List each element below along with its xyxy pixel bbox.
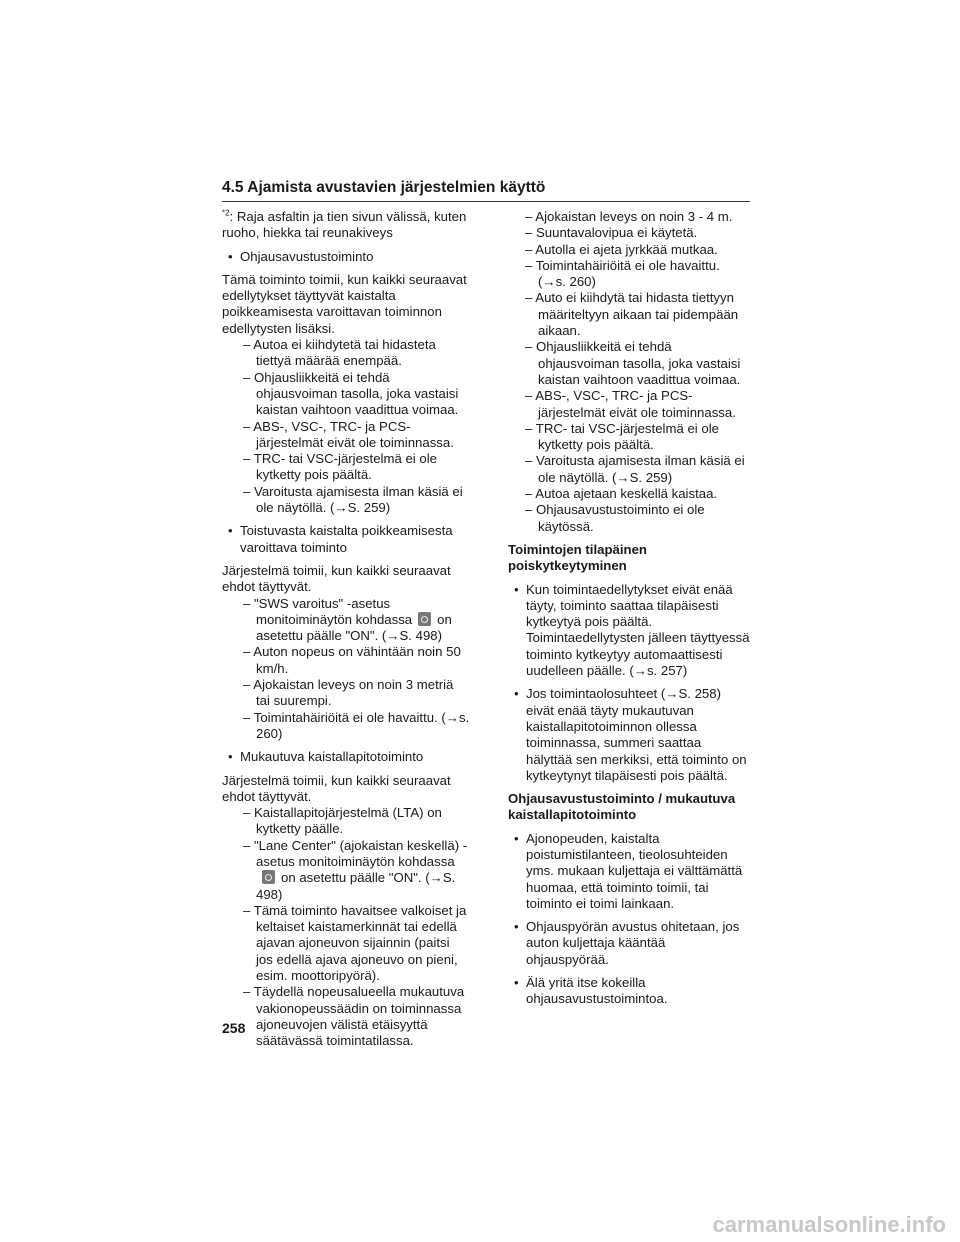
list-item: • Kun toimintaedellytykset eivät enää täyty, toiminto saattaa tilapäisesti kytkeytyä pois päältä. Toimintaedellytysten jälleen täyttyessä toiminto kytkeytyy automaattisesti uudelleen päälle. (→s. 257) xyxy=(514,581,750,679)
page-number: 258 xyxy=(222,1020,246,1036)
list-item: – Autoa ajetaan keskellä kaistaa. xyxy=(525,486,718,502)
left-column xyxy=(222,209,470,1050)
list-item: – Täydellä nopeusalueella mukautuva vakionopeussäädin on toiminnassa ajoneuvojen välistä etäisyyttä säätävässä toimintatilassa. xyxy=(243,984,465,1049)
list-item: • Älä yritä itse kokeilla ohjausavustustoimintoa. xyxy=(514,975,668,1007)
bullet-repeated-departure: • Toistuvasta kaistalta poikkeamisesta varoittava toiminto xyxy=(228,523,453,555)
list-item: – Ohjausavustustoiminto ei ole käytössä. xyxy=(525,502,705,534)
paragraph: Järjestelmä toimii, kun kaikki seuraavat ehdot täyttyvät. xyxy=(222,772,451,804)
footnote: $^{*2}$: Raja asfaltin ja tien sivun välissä, kuten ruoho, hiekka tai reunakiveys xyxy=(222,208,467,241)
subheading-steering-assist: Ohjausavustustoiminto / mukautuva kaistallapitotoiminto xyxy=(508,791,736,823)
list-item: – Varoitusta ajamisesta ilman käsiä ei ole näytöllä. (→S. 259) xyxy=(243,483,463,516)
list-item: – Auto ei kiihdytä tai hidasta tiettyyn määriteltyyn aikaan tai pidempään aikaan. xyxy=(525,290,739,339)
list-item: – Tämä toiminto havaitsee valkoiset ja keltaiset kaistamerkinnät tai edellä ajavan ajoneuvon sijainnin (paitsi jos edellä ajava ajoneuvo on pieni, esim. moottoripyörä). xyxy=(243,902,467,984)
list-item: – Ohjausliikkeitä ei tehdä ohjausvoiman tasolla, joka vastaisi kaistan vaihtoon vaadittua voimaa. xyxy=(243,369,459,418)
list-item: – ABS-, VSC-, TRC- ja PCS-järjestelmät eivät ole toiminnassa. xyxy=(243,418,454,450)
list-item: – ABS-, VSC-, TRC- ja PCS-järjestelmät eivät ole toiminnassa. xyxy=(525,388,736,420)
list-item: – Autolla ei ajeta jyrkkää mutkaa. xyxy=(525,241,718,257)
list-item: – Ajokaistan leveys on noin 3 metriä tai suurempi. xyxy=(243,677,454,709)
list-item: • Ohjauspyörän avustus ohitetaan, jos auton kuljettaja kääntää ohjauspyörää. xyxy=(514,919,740,967)
paragraph: Järjestelmä toimii, kun kaikki seuraavat ehdot täyttyvät. xyxy=(222,562,451,595)
paragraph: Tämä toiminto toimii, kun kaikki seuraavat edellytykset täyttyvät kaistalta poikkeamisesta varoittavan toiminnon edellytysten lisäksi. xyxy=(222,271,467,336)
list-item: – "SWS varoitus" -asetus monitoiminäytön kohdassa on asetettu päälle "ON". (→S. 498) xyxy=(243,595,452,644)
list-item: – Auton nopeus on vähintään noin 50 km/h. xyxy=(243,644,461,676)
right-column xyxy=(508,209,750,1015)
settings-icon xyxy=(262,870,275,884)
list-item: – Ajokaistan leveys on noin 3 - 4 m. xyxy=(525,209,733,224)
list-item: – Autoa ei kiihdytetä tai hidasteta tiettyä määrää enempää. xyxy=(243,337,436,369)
list-item: – Varoitusta ajamisesta ilman käsiä ei ole näytöllä. (→S. 259) xyxy=(525,453,745,485)
bullet-lane-keeping: • Mukautuva kaistallapitotoiminto xyxy=(228,749,424,765)
list-item: – Suuntavalovipua ei käytetä. xyxy=(525,225,698,241)
list-item: • Jos toimintaolosuhteet (→S. 258) eivät enää täyty mukautuvan kaistallapitotoiminnon ollessa toiminnassa, summeri saattaa hälyttää sen merkiksi, että toiminto on kytkeytynyt tilapäisesti pois päältä. xyxy=(514,686,747,783)
list-item: – Ohjausliikkeitä ei tehdä ohjausvoiman tasolla, joka vastaisi kaistan vaihtoon vaadittua voimaa. xyxy=(525,339,741,387)
section-header: 4.5 Ajamista avustavien järjestelmien käyttö xyxy=(222,179,750,202)
settings-icon xyxy=(418,612,431,626)
list-item: – Kaistallapitojärjestelmä (LTA) on kytketty päälle. xyxy=(243,805,442,837)
list-item: – Toimintahäiriöitä ei ole havaittu. (→s. 260) xyxy=(525,257,720,290)
bullet-steering-assist: • Ohjausavustustoiminto xyxy=(228,248,374,264)
list-item: – Toimintahäiriöitä ei ole havaittu. (→s. 260) xyxy=(243,709,470,741)
subheading-temporary-disable: Toimintojen tilapäinen poiskytkeytyminen xyxy=(508,541,647,574)
list-item: – TRC- tai VSC-järjestelmä ei ole kytketty pois päältä. xyxy=(525,420,719,453)
list-item: • Ajonopeuden, kaistalta poistumistilanteen, tieolosuhteiden yms. mukaan kuljettaja ei välttämättä huomaa, että toiminto toimii, tai toiminto ei toimi lainkaan. xyxy=(514,830,743,911)
list-item: – "Lane Center" (ajokaistan keskellä) -asetus monitoiminäytön kohdassaon asetettu päälle "ON". (→S. 498) xyxy=(243,837,468,902)
watermark: carmanualsonline.info xyxy=(712,1212,946,1237)
list-item: – TRC- tai VSC-järjestelmä ei ole kytketty pois päältä. xyxy=(243,451,437,483)
